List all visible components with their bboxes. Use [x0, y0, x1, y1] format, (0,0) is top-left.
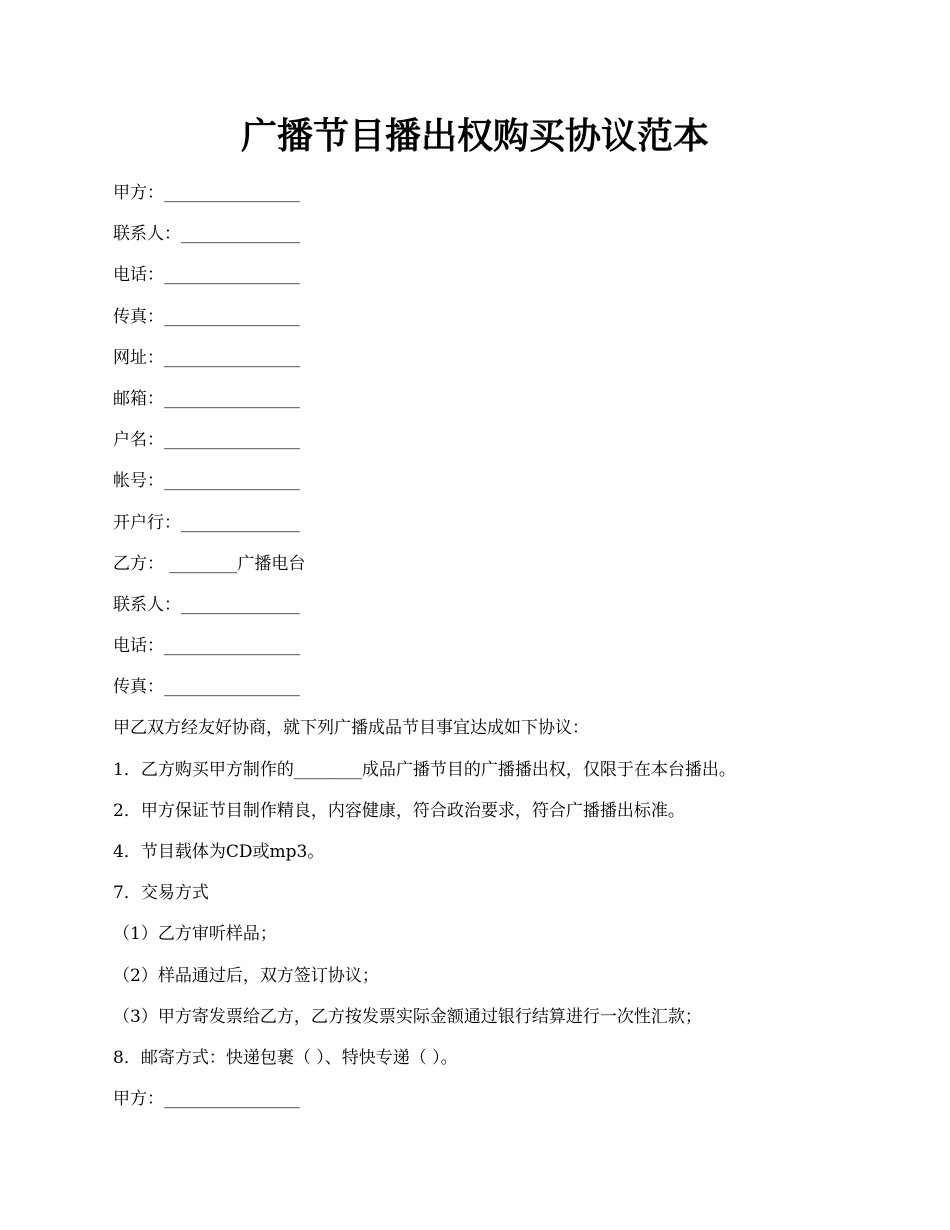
party-b-line: 乙方： ________广播电台 [113, 553, 306, 574]
clause-7-item-2: （2）样品通过后，双方签订协议； [113, 965, 379, 986]
party-a-website-line: 网址：________________ [113, 347, 300, 368]
party-a-account-name-line: 户名：________________ [113, 430, 300, 451]
clause-7-item-3: （3）甲方寄发票给乙方，乙方按发票实际金额通过银行结算进行一次性汇款； [113, 1006, 702, 1027]
document-title: 广播节目播出权购买协议范本 [240, 115, 709, 157]
agreement-intro: 甲乙双方经友好协商，就下列广播成品节目事宜达成如下协议： [113, 718, 589, 739]
party-a-phone-line: 电话：________________ [113, 265, 300, 286]
party-a-contact-line: 联系人：______________ [113, 224, 300, 245]
clause-7: 7．交易方式 [113, 883, 209, 904]
signature-party-a-line: 甲方：________________ [113, 1089, 300, 1110]
party-a-fax-line: 传真：________________ [113, 306, 300, 327]
party-b-contact-line: 联系人：______________ [113, 594, 300, 615]
party-b-fax-line: 传真：________________ [113, 677, 300, 698]
clause-2: 2．甲方保证节目制作精良，内容健康，符合政治要求，符合广播播出标准。 [113, 800, 685, 821]
clause-7-item-1: （1）乙方审听样品； [113, 924, 277, 945]
party-b-phone-line: 电话：________________ [113, 636, 300, 657]
party-a-line: 甲方：________________ [113, 183, 300, 203]
clause-1: 1．乙方购买甲方制作的________成品广播节目的广播播出权，仅限于在本台播出。 [113, 759, 736, 780]
party-a-bank-line: 开户行：______________ [113, 512, 300, 533]
party-a-account-number-line: 帐号：________________ [113, 471, 300, 492]
clause-8: 8．邮寄方式：快递包裹（ ）、特快专递（ ）。 [113, 1047, 458, 1068]
clause-4: 4．节目载体为CD或mp3。 [113, 842, 325, 862]
document-body [113, 180, 833, 1127]
party-a-email-line: 邮箱：________________ [113, 388, 300, 409]
